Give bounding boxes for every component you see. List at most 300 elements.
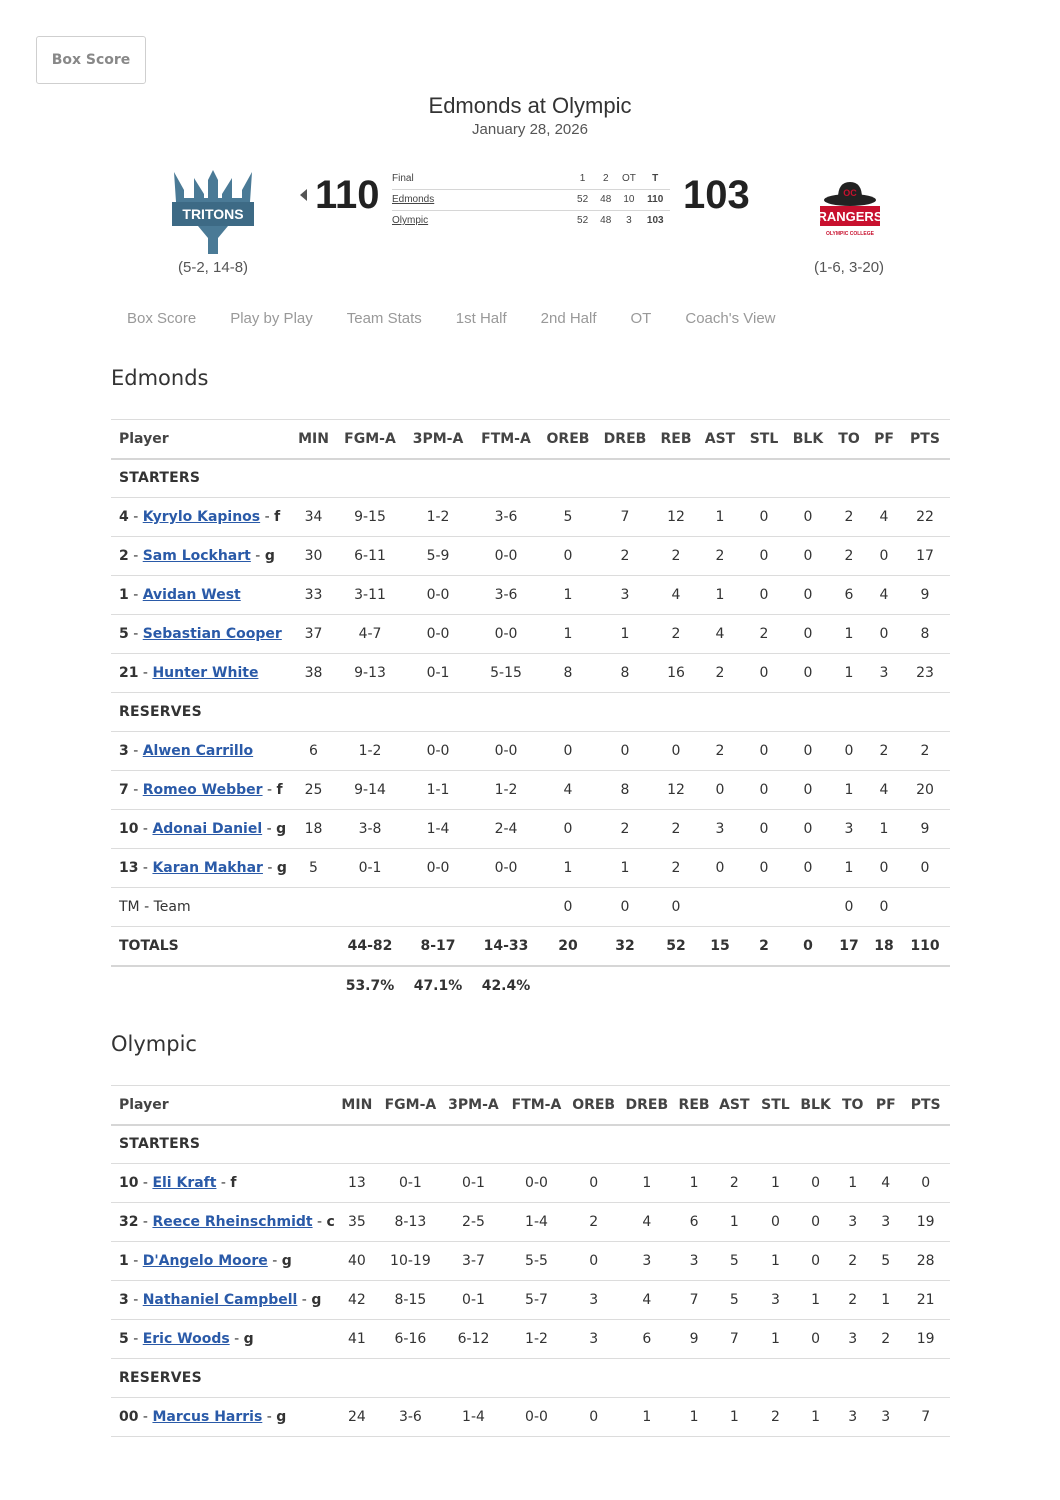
stat-cell: 24 [335,1398,379,1437]
stat-cell: 1 [830,849,868,888]
stat-cell: 0-0 [404,576,472,615]
player-cell: 7 - Romeo Webber - f [111,771,291,810]
stat-cell: 1-1 [404,771,472,810]
stat-cell: 2 [830,537,868,576]
team-row [111,888,950,927]
player-cell: 3 - Nathaniel Campbell - g [111,1281,335,1320]
rangers-logo[interactable] [814,178,886,242]
stat-cell: 0 [742,771,786,810]
linescore-ot: 10 [617,189,640,210]
totals-label: TOTALS [111,927,291,966]
stat-cell: 0 [742,576,786,615]
linescore-table [392,168,670,231]
stat-cell: 35 [335,1203,379,1242]
player-row [111,1398,950,1437]
column-header[interactable]: 3PM-A [404,420,472,459]
percentage-cell [291,966,336,1005]
stat-cell: 3 [868,654,900,693]
stat-cell: 1 [870,1281,901,1320]
column-header[interactable]: PF [870,1086,901,1125]
stat-cell: 5 [870,1242,901,1281]
column-header[interactable]: PTS [900,420,950,459]
stat-cell: 1 [714,1398,755,1437]
stat-cell: 5-5 [505,1242,568,1281]
stat-cell: 3-6 [379,1398,442,1437]
player-row [111,810,950,849]
box-score-button[interactable]: Box Score [36,36,146,84]
game-title: Edmonds at Olympic [428,93,632,118]
percentage-cell [540,966,596,1005]
stat-cell: 5 [291,849,336,888]
stat-cell: 0-0 [505,1164,568,1203]
total-cell: 15 [698,927,742,966]
stat-cell: 1 [698,498,742,537]
stat-cell: 2 [900,732,950,771]
stat-cell: 3 [830,810,868,849]
stat-cell: 0 [786,498,830,537]
away-score: 103 [683,173,750,217]
linescore-q2: 48 [594,210,617,231]
stat-cell: 0 [901,1164,950,1203]
linescore-q2: 48 [594,189,617,210]
stat-cell: 2 [835,1281,870,1320]
stat-cell: 1 [755,1320,796,1359]
stat-cell: 1 [540,576,596,615]
stat-cell: 8 [596,654,654,693]
stat-cell: 0 [868,849,900,888]
stat-cell: 0-0 [472,615,540,654]
player-cell: 4 - Kyrylo Kapinos - f [111,498,291,537]
stat-cell: 0 [786,537,830,576]
stat-cell: 0 [742,810,786,849]
linescore-q1: 52 [571,210,594,231]
stat-cell: 0 [742,498,786,537]
jersey-number: 13 [119,860,139,876]
stat-cell: 1 [755,1164,796,1203]
player-position: c [326,1214,335,1230]
stat-cell: 0 [698,849,742,888]
total-cell: 14-33 [472,927,540,966]
column-header[interactable]: FGM-A [379,1086,442,1125]
player-cell: 10 - Adonai Daniel - g [111,810,291,849]
stat-cell: 2-4 [472,810,540,849]
stat-cell: 6-12 [442,1320,505,1359]
stat-cell: 18 [291,810,336,849]
column-header[interactable]: FTM-A [505,1086,568,1125]
stat-cell: 1 [796,1281,835,1320]
stat-cell: 10-19 [379,1242,442,1281]
column-header[interactable]: OREB [540,420,596,459]
player-row [111,1320,950,1359]
player-link[interactable]: Romeo Webber [142,782,263,798]
player-link[interactable]: Hunter White [152,665,259,681]
stat-cell: 3 [835,1203,870,1242]
stat-cell: 3 [568,1281,619,1320]
percentage-cell [698,966,742,1005]
percentage-cell: 47.1% [413,977,463,994]
stat-cell: 12 [654,498,698,537]
stat-cell: 0 [742,732,786,771]
stat-cell: 1-2 [336,732,404,771]
stat-cell: 2 [654,849,698,888]
stat-cell: 1 [619,1164,674,1203]
stat-cell: 6 [619,1320,674,1359]
player-link[interactable]: Marcus Harris [152,1409,263,1425]
svg-text:RANGERS: RANGERS [817,209,883,224]
stat-cell: 1-4 [404,810,472,849]
tab-coachs-view[interactable]: Coach's View [685,310,776,327]
tab-ot[interactable]: OT [630,310,652,327]
column-header[interactable]: OREB [568,1086,619,1125]
stat-cell: 2 [698,732,742,771]
stat-cell: 1-2 [404,498,472,537]
stat-cell: 0 [742,537,786,576]
stat-cell: 0-1 [336,849,404,888]
stat-cell: 4 [870,1164,901,1203]
total-cell: 2 [742,927,786,966]
column-header[interactable]: FGM-A [336,420,404,459]
linescore-header-ot: OT [621,172,636,184]
stat-cell: 1-4 [505,1203,568,1242]
stat-cell: 2 [698,654,742,693]
stat-cell: 1 [596,615,654,654]
stat-cell: 7 [596,498,654,537]
player-cell: 3 - Alwen Carrillo [111,732,291,771]
stat-cell: 3 [674,1242,713,1281]
stat-cell: 0-1 [442,1281,505,1320]
linescore-header-total: T [652,172,659,184]
section-label: RESERVES [111,693,950,732]
stat-cell: 1 [540,615,596,654]
player-row [111,576,950,615]
stat-cell: 8 [540,654,596,693]
stat-cell: 0 [596,888,654,927]
stat-cell: 23 [900,654,950,693]
tab-play-by-play[interactable]: Play by Play [230,310,313,327]
player-position: f [230,1175,237,1191]
stat-cell: 3 [755,1281,796,1320]
total-cell: 18 [868,927,900,966]
stat-cell: 30 [291,537,336,576]
stat-cell: 0 [868,888,900,927]
player-link[interactable]: Avidan West [142,587,241,603]
tab-2nd-half[interactable]: 2nd Half [540,310,597,327]
stat-cell: 0 [786,654,830,693]
player-row [111,1281,950,1320]
player-row [111,1164,950,1203]
tab-1st-half[interactable]: 1st Half [455,310,507,327]
section-row [111,1359,950,1398]
stat-cell: 0 [568,1398,619,1437]
player-position: g [281,1253,292,1269]
stat-cell: 21 [901,1281,950,1320]
stat-cell: 2 [714,1164,755,1203]
player-row [111,537,950,576]
column-header[interactable]: BLK [786,420,830,459]
jersey-number: 00 [119,1409,139,1425]
stat-cell: 0 [755,1203,796,1242]
stat-cell: 0 [796,1203,835,1242]
stat-cell: 38 [291,654,336,693]
stat-cell: 2 [596,537,654,576]
player-link[interactable]: Reece Rheinschmidt [152,1214,313,1230]
stat-cell: 4-7 [336,615,404,654]
svg-text:OC: OC [843,188,857,198]
olympic-box-table [111,1085,950,1437]
stat-cell: 1 [830,654,868,693]
column-header[interactable]: AST [714,1086,755,1125]
column-header[interactable]: 3PM-A [442,1086,505,1125]
stat-cell [336,888,404,927]
total-cell: 32 [596,927,654,966]
stat-cell: 4 [654,576,698,615]
stat-cell: 2-5 [442,1203,505,1242]
stat-cell: 0 [796,1164,835,1203]
player-row [111,654,950,693]
column-header[interactable]: REB [654,420,698,459]
stat-cell: 4 [619,1281,674,1320]
column-header[interactable]: FTM-A [472,420,540,459]
total-cell [291,927,336,966]
stat-cell: 0-0 [505,1398,568,1437]
player-position: g [243,1331,254,1347]
player-link[interactable]: Eric Woods [142,1331,230,1347]
stat-cell: 0 [796,1320,835,1359]
player-cell: 1 - Avidan West [111,576,291,615]
stat-cell: 1-2 [505,1320,568,1359]
stat-cell: 0 [540,732,596,771]
player-link[interactable]: Eli Kraft [152,1175,217,1191]
player-cell: 32 - Reece Rheinschmidt - c [111,1203,335,1242]
stat-cell: 4 [619,1203,674,1242]
player-link[interactable]: Karan Makhar [152,860,263,876]
stat-cell: 3 [596,576,654,615]
stat-cell [291,888,336,927]
stat-cell: 1 [830,771,868,810]
stat-cell: 0 [742,654,786,693]
stat-cell: 0 [654,888,698,927]
header-row [111,1086,950,1125]
stat-cell: 0 [540,888,596,927]
stat-cell: 41 [335,1320,379,1359]
stat-cell: 3 [835,1398,870,1437]
linescore-team-link[interactable]: Edmonds [392,194,435,205]
total-cell: 0 [786,927,830,966]
stat-cell: 3 [870,1203,901,1242]
player-link[interactable]: Kyrylo Kapinos [142,509,261,525]
jersey-number: 7 [119,782,129,798]
stat-cell: 0 [540,810,596,849]
tab-team-stats[interactable]: Team Stats [346,310,422,327]
linescore-row [392,189,670,210]
stat-cell: 1 [619,1398,674,1437]
section-row [111,1125,950,1164]
stat-cell: 4 [868,576,900,615]
svg-text:OLYMPIC COLLEGE: OLYMPIC COLLEGE [826,231,874,237]
jersey-number: 3 [119,743,129,759]
total-cell: 17 [830,927,868,966]
stat-cell [698,888,742,927]
jersey-number: 3 [119,1292,129,1308]
linescore-q1: 52 [571,189,594,210]
player-position: g [276,1409,287,1425]
stat-cell: 33 [291,576,336,615]
player-position: f [274,509,281,525]
player-link[interactable]: Alwen Carrillo [142,743,254,759]
total-cell: 52 [654,927,698,966]
stat-cell: 6 [291,732,336,771]
stat-cell: 0 [900,849,950,888]
away-record: (1-6, 3-20) [814,259,885,276]
column-header[interactable]: STL [742,420,786,459]
player-link[interactable]: Adonai Daniel [152,821,263,837]
percentage-cell: 53.7% [345,977,395,994]
winner-arrow-icon [300,189,307,201]
stat-cell: 2 [654,615,698,654]
player-cell: 5 - Sebastian Cooper [111,615,291,654]
header-row [111,420,950,459]
jersey-number: 5 [119,1331,129,1347]
stat-cell [900,888,950,927]
column-header[interactable]: DREB [619,1086,674,1125]
percentage-cell [654,966,698,1005]
stat-cell: 2 [870,1320,901,1359]
stat-cell: 22 [900,498,950,537]
stat-cell: 3-11 [336,576,404,615]
stat-cell: 0 [742,849,786,888]
player-link[interactable]: Nathaniel Campbell [142,1292,298,1308]
stat-cell [472,888,540,927]
stat-cell: 34 [291,498,336,537]
percentage-label [111,966,291,1005]
stat-cell: 19 [901,1203,950,1242]
linescore-header-q1: 1 [579,172,586,184]
column-header[interactable]: AST [698,420,742,459]
column-header[interactable]: MIN [335,1086,379,1125]
player-cell: 21 - Hunter White [111,654,291,693]
stat-cell [786,888,830,927]
column-header[interactable]: TO [835,1086,870,1125]
stat-cell: 0 [830,888,868,927]
column-header[interactable]: BLK [796,1086,835,1125]
column-header[interactable]: MIN [291,420,336,459]
stat-cell: 1-4 [442,1398,505,1437]
column-header[interactable]: PTS [901,1086,950,1125]
stat-cell: 1 [796,1398,835,1437]
stat-cell: 4 [868,498,900,537]
stat-cell: 5-15 [472,654,540,693]
player-row [111,732,950,771]
stat-cell: 0-0 [472,732,540,771]
stat-cell: 4 [868,771,900,810]
stat-cell: 0 [796,1242,835,1281]
linescore-ot: 3 [617,210,640,231]
stat-cell: 13 [335,1164,379,1203]
stat-cell: 8-13 [379,1203,442,1242]
stat-cell: 1 [596,849,654,888]
stat-cell: 9-13 [336,654,404,693]
stat-cell: 1 [674,1398,713,1437]
stat-cell: 2 [868,732,900,771]
section-label: RESERVES [111,1359,950,1398]
player-row [111,1242,950,1281]
column-header[interactable]: REB [674,1086,713,1125]
stat-cell: 3 [619,1242,674,1281]
player-position: g [276,821,287,837]
percentage-cell [786,966,830,1005]
stat-cell: 16 [654,654,698,693]
linescore-team-link[interactable]: Olympic [392,215,429,227]
linescore-total: 110 [640,189,670,210]
stat-cell: 9 [674,1320,713,1359]
jersey-number: 10 [119,821,139,837]
stat-cell: 2 [654,810,698,849]
linescore-total: 103 [640,210,670,231]
stat-cell: 0 [568,1242,619,1281]
stat-cell: 42 [335,1281,379,1320]
stat-cell: 3 [835,1320,870,1359]
stat-cell: 1 [698,576,742,615]
stat-cell: 0-0 [472,537,540,576]
column-header[interactable]: STL [755,1086,796,1125]
column-header[interactable]: Player [111,1086,335,1125]
total-cell: 44-82 [336,927,404,966]
stat-cell: 0 [568,1164,619,1203]
stats-subnav [110,310,793,327]
stat-cell: 0 [786,576,830,615]
player-cell: 2 - Sam Lockhart - g [111,537,291,576]
player-link[interactable]: Sam Lockhart [142,548,251,564]
player-cell: 10 - Eli Kraft - f [111,1164,335,1203]
stat-cell: 0 [786,615,830,654]
edmonds-heading: Edmonds [111,366,209,390]
stat-cell: 2 [568,1203,619,1242]
totals-row [111,927,950,966]
stat-cell: 6 [830,576,868,615]
section-row [111,459,950,498]
player-cell: 1 - D'Angelo Moore - g [111,1242,335,1281]
stat-cell: 5 [714,1281,755,1320]
stat-cell: 25 [291,771,336,810]
stat-cell: 2 [742,615,786,654]
percentage-row [111,966,950,1005]
column-header[interactable]: Player [111,420,291,459]
stat-cell: 5-7 [505,1281,568,1320]
player-row [111,849,950,888]
stat-cell: 3 [870,1398,901,1437]
stat-cell: 4 [540,771,596,810]
stat-cell: 3-6 [472,498,540,537]
svg-text:TRITONS: TRITONS [182,206,244,222]
player-link[interactable]: Sebastian Cooper [142,626,282,642]
jersey-number: 21 [119,665,139,681]
column-header[interactable]: TO [830,420,868,459]
player-row [111,1203,950,1242]
stat-cell: 6 [674,1203,713,1242]
column-header[interactable]: PF [868,420,900,459]
column-header[interactable]: DREB [596,420,654,459]
olympic-heading: Olympic [111,1032,197,1056]
percentage-cell: 42.4% [481,977,531,994]
player-link[interactable]: D'Angelo Moore [142,1253,268,1269]
jersey-number: 1 [119,1253,129,1269]
tab-box-score[interactable]: Box Score [127,310,197,327]
percentage-cell [868,966,900,1005]
tritons-logo[interactable] [168,168,258,256]
stat-cell: 0-0 [404,615,472,654]
stat-cell: 6-11 [336,537,404,576]
jersey-number: 1 [119,587,129,603]
